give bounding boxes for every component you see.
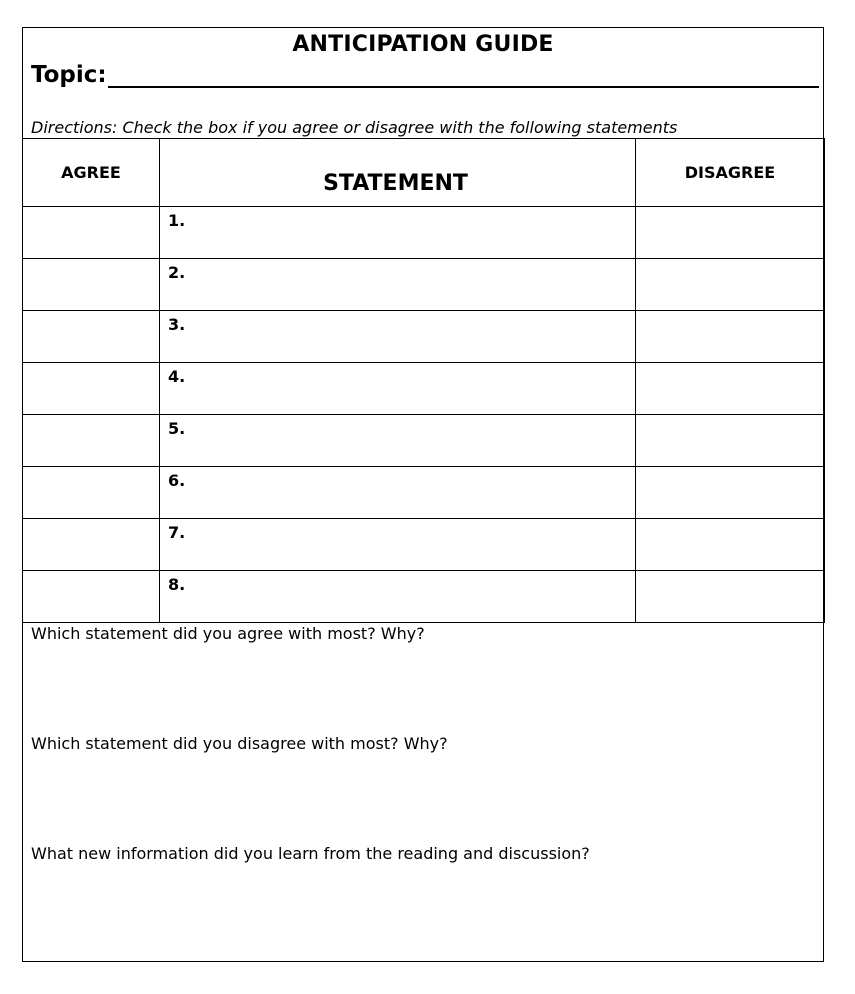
statement-cell[interactable]: 5.: [160, 415, 636, 467]
statement-cell[interactable]: 2.: [160, 259, 636, 311]
question-disagree-most: Which statement did you disagree with most? Why?: [31, 734, 448, 753]
header-disagree: DISAGREE: [636, 139, 825, 207]
agree-box[interactable]: [23, 571, 160, 623]
disagree-box[interactable]: [636, 259, 825, 311]
topic-row: [31, 60, 819, 88]
question-new-information: What new information did you learn from the reading and discussion?: [31, 844, 590, 863]
header-agree: AGREE: [23, 139, 160, 207]
disagree-box[interactable]: [636, 207, 825, 259]
agree-box[interactable]: [23, 519, 160, 571]
disagree-box[interactable]: [636, 571, 825, 623]
agree-box[interactable]: [23, 467, 160, 519]
table-row: [23, 415, 825, 467]
disagree-box[interactable]: [636, 467, 825, 519]
anticipation-table: [22, 138, 825, 623]
statement-cell[interactable]: 4.: [160, 363, 636, 415]
page-title: ANTICIPATION GUIDE: [292, 32, 554, 57]
statement-cell[interactable]: 1.: [160, 207, 636, 259]
worksheet: [22, 27, 824, 962]
question-agree-most: Which statement did you agree with most? Why?: [31, 624, 425, 643]
table-row: [23, 207, 825, 259]
table-row: [23, 363, 825, 415]
agree-box[interactable]: [23, 207, 160, 259]
table-row: [23, 259, 825, 311]
agree-box[interactable]: [23, 415, 160, 467]
table-header-row: [23, 139, 825, 207]
topic-input-line[interactable]: [108, 62, 819, 88]
statement-cell[interactable]: 3.: [160, 311, 636, 363]
table-row: [23, 571, 825, 623]
disagree-box[interactable]: [636, 311, 825, 363]
agree-box[interactable]: [23, 259, 160, 311]
disagree-box[interactable]: [636, 415, 825, 467]
statement-cell[interactable]: 6.: [160, 467, 636, 519]
table-row: [23, 467, 825, 519]
topic-label: Topic:: [31, 62, 107, 88]
agree-box[interactable]: [23, 363, 160, 415]
table-row: [23, 519, 825, 571]
statement-cell[interactable]: 7.: [160, 519, 636, 571]
table-row: [23, 311, 825, 363]
disagree-box[interactable]: [636, 363, 825, 415]
agree-box[interactable]: [23, 311, 160, 363]
header-statement: STATEMENT: [160, 139, 636, 207]
statement-cell[interactable]: 8.: [160, 571, 636, 623]
directions-text: Directions: Check the box if you agree or disagree with the following statements: [31, 118, 678, 137]
disagree-box[interactable]: [636, 519, 825, 571]
